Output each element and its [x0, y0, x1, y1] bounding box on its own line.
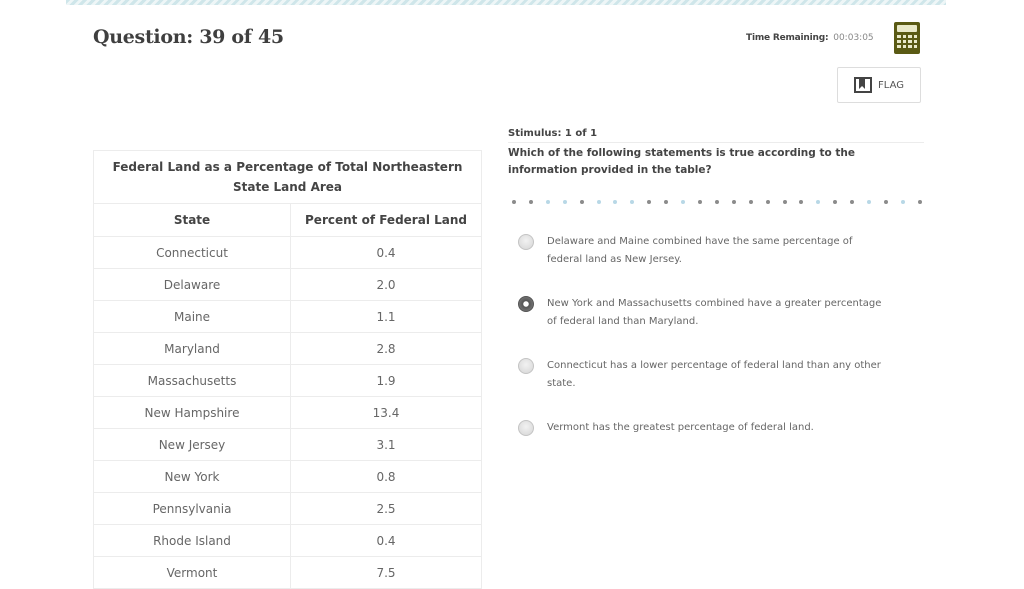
state-cell: New Jersey — [94, 429, 291, 461]
percent-cell: 1.1 — [291, 301, 482, 333]
answer-option-c[interactable] — [518, 357, 918, 393]
progress-dots — [512, 200, 922, 204]
progress-dot — [613, 200, 617, 204]
progress-dot — [664, 200, 668, 204]
progress-dot — [884, 200, 888, 204]
table-row — [94, 301, 482, 333]
progress-dot — [698, 200, 702, 204]
table-row — [94, 525, 482, 557]
column-header-percent: Percent of Federal Land — [291, 204, 482, 237]
progress-dot — [563, 200, 567, 204]
table-row — [94, 493, 482, 525]
progress-dot — [816, 200, 820, 204]
percent-cell: 13.4 — [291, 397, 482, 429]
question-title: Question: 39 of 45 — [93, 26, 284, 48]
table-row — [94, 333, 482, 365]
progress-dot — [799, 200, 803, 204]
state-cell: Rhode Island — [94, 525, 291, 557]
table-row — [94, 237, 482, 269]
percent-cell: 0.4 — [291, 525, 482, 557]
state-cell: Connecticut — [94, 237, 291, 269]
stimulus-label: Stimulus: 1 of 1 — [508, 128, 598, 139]
flag-button[interactable] — [837, 67, 921, 103]
answer-option-d[interactable] — [518, 419, 918, 437]
progress-dot — [766, 200, 770, 204]
federal-land-table — [93, 150, 482, 589]
progress-dot — [867, 200, 871, 204]
time-remaining — [746, 33, 874, 43]
percent-cell: 0.8 — [291, 461, 482, 493]
state-cell: New Hampshire — [94, 397, 291, 429]
table-row — [94, 269, 482, 301]
state-cell: Massachusetts — [94, 365, 291, 397]
calculator-keys — [897, 35, 917, 48]
time-remaining-value: 00:03:05 — [833, 33, 874, 43]
column-header-state: State — [94, 204, 291, 237]
table-row — [94, 557, 482, 589]
progress-dot — [833, 200, 837, 204]
progress-dot — [529, 200, 533, 204]
table-row — [94, 365, 482, 397]
state-cell: New York — [94, 461, 291, 493]
state-cell: Maryland — [94, 333, 291, 365]
calculator-icon[interactable] — [894, 22, 920, 54]
progress-dot — [918, 200, 922, 204]
progress-dot — [749, 200, 753, 204]
percent-cell: 1.9 — [291, 365, 482, 397]
answer-option-b[interactable] — [518, 295, 918, 331]
radio-button[interactable] — [518, 234, 534, 250]
state-cell: Maine — [94, 301, 291, 333]
flag-label: FLAG — [878, 79, 904, 91]
bookmark-flag-icon — [854, 77, 872, 93]
progress-dot — [512, 200, 516, 204]
progress-dot — [546, 200, 550, 204]
progress-dot — [850, 200, 854, 204]
radio-button[interactable] — [518, 358, 534, 374]
percent-cell: 3.1 — [291, 429, 482, 461]
progress-dot — [597, 200, 601, 204]
progress-dot — [901, 200, 905, 204]
percent-cell: 0.4 — [291, 237, 482, 269]
progress-dot — [783, 200, 787, 204]
state-cell: Delaware — [94, 269, 291, 301]
option-text: Vermont has the greatest percentage of federal land. — [547, 422, 814, 433]
table-row — [94, 429, 482, 461]
percent-cell: 2.0 — [291, 269, 482, 301]
percent-cell: 7.5 — [291, 557, 482, 589]
calculator-screen — [897, 25, 917, 32]
state-cell: Pennsylvania — [94, 493, 291, 525]
question-prompt: Which of the following statements is true according to the information provided in the table? — [508, 147, 855, 176]
progress-dot — [681, 200, 685, 204]
table-row — [94, 461, 482, 493]
progress-dot — [580, 200, 584, 204]
option-text: Delaware and Maine combined have the same percentage of federal land as New Jersey. — [547, 236, 853, 265]
option-text: New York and Massachusetts combined have a greater percentage of federal land than Maryland. — [547, 298, 882, 327]
percent-cell: 2.8 — [291, 333, 482, 365]
answer-options — [518, 233, 918, 463]
table-row — [94, 397, 482, 429]
top-progress-strip — [66, 0, 946, 5]
progress-dot — [732, 200, 736, 204]
progress-dot — [647, 200, 651, 204]
radio-button[interactable] — [518, 420, 534, 436]
option-text: Connecticut has a lower percentage of federal land than any other state. — [547, 360, 881, 389]
progress-dot — [630, 200, 634, 204]
radio-button[interactable] — [518, 296, 534, 312]
answer-option-a[interactable] — [518, 233, 918, 269]
progress-dot — [715, 200, 719, 204]
percent-cell: 2.5 — [291, 493, 482, 525]
table-caption: Federal Land as a Percentage of Total Northeastern State Land Area — [94, 151, 482, 204]
time-remaining-label: Time Remaining: — [746, 33, 829, 43]
divider — [508, 142, 924, 143]
state-cell: Vermont — [94, 557, 291, 589]
